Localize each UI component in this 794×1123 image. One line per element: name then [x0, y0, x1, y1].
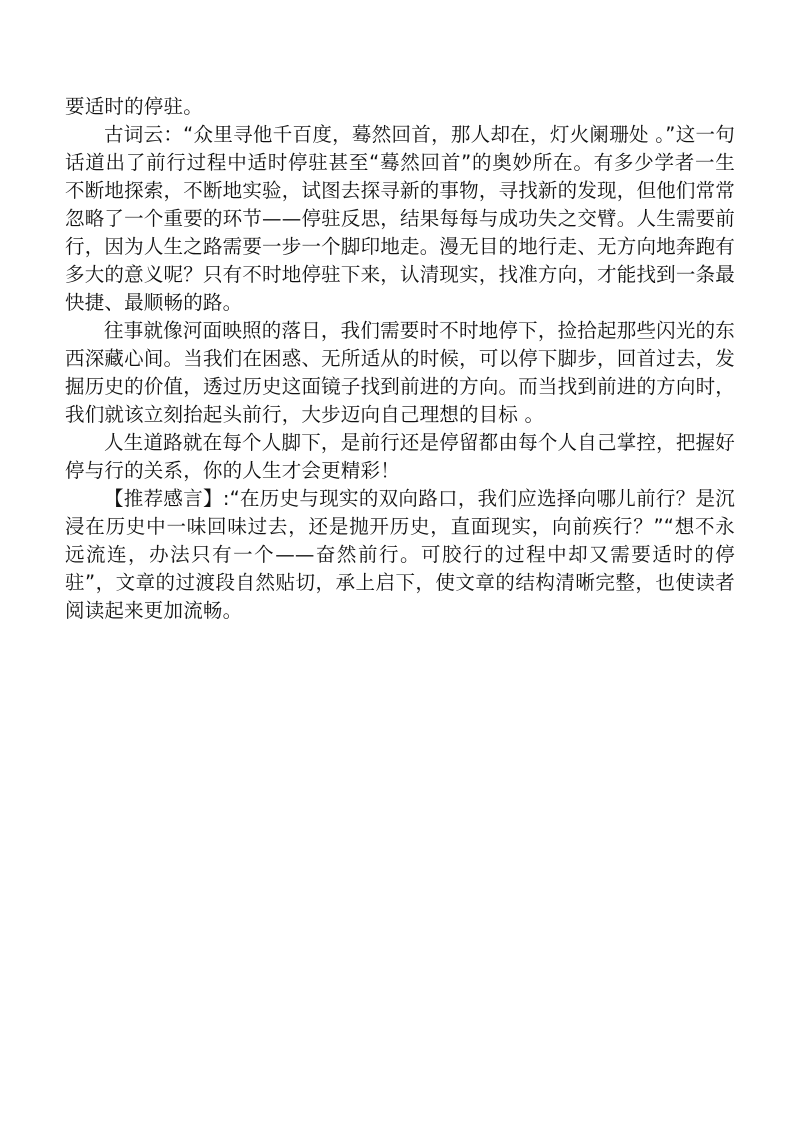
paragraph-life-road: 人生道路就在每个人脚下，是前行还是停留都由每个人自己掌控，把握好停与行的关系，你的人生才会更精彩！ [65, 431, 735, 482]
paragraph-ancient-poem: 古词云：“众里寻他千百度，蓦然回首，那人却在，灯火阑珊处 。”这一句话道出了前行过程中适时停驻甚至“蓦然回首”的奥妙所在。有多少学者一生不断地探索，不断地实验，试图去探寻新的事物，寻找新的发现，但他们常常忽略了一个重要的环节——停驻反思，结果每每与成功失之交臂。人生需要前行，因为人生之路需要一步一个脚印地走。漫无目的地行走、无方向地奔跑有多大的意义呢？只有不时地停驻下来，认清现实，找准方向，才能找到一条最快捷、最顺畅的路。 [65, 123, 735, 314]
paragraph-history-reflection: 往事就像河面映照的落日，我们需要时不时地停下，捡拾起那些闪光的东西深藏心间。当我们在困惑、无所适从的时候，可以停下脚步，回首过去，发掘历史的价值，透过历史这面镜子找到前进的方向。而当找到前进的方向时，我们就该立刻抬起头前行，大步迈向自己理想的目标 。 [65, 319, 735, 426]
paragraph-continuation: 要适时的停驻。 [65, 95, 203, 118]
document-page [65, 93, 735, 625]
paragraph-recommendation: 【推荐感言】:“在历史与现实的双向路口，我们应选择向哪儿前行？是沉浸在历史中一味回味过去，还是抛开历史，直面现实，向前疾行？”“想不永远流连，办法只有一个——奋然前行。可胶行的过程中却又需要适时的停驻”，文章的过渡段自然贴切，承上启下，使文章的结构清晰完整，也使读者阅读起来更加流畅。 [65, 487, 735, 622]
